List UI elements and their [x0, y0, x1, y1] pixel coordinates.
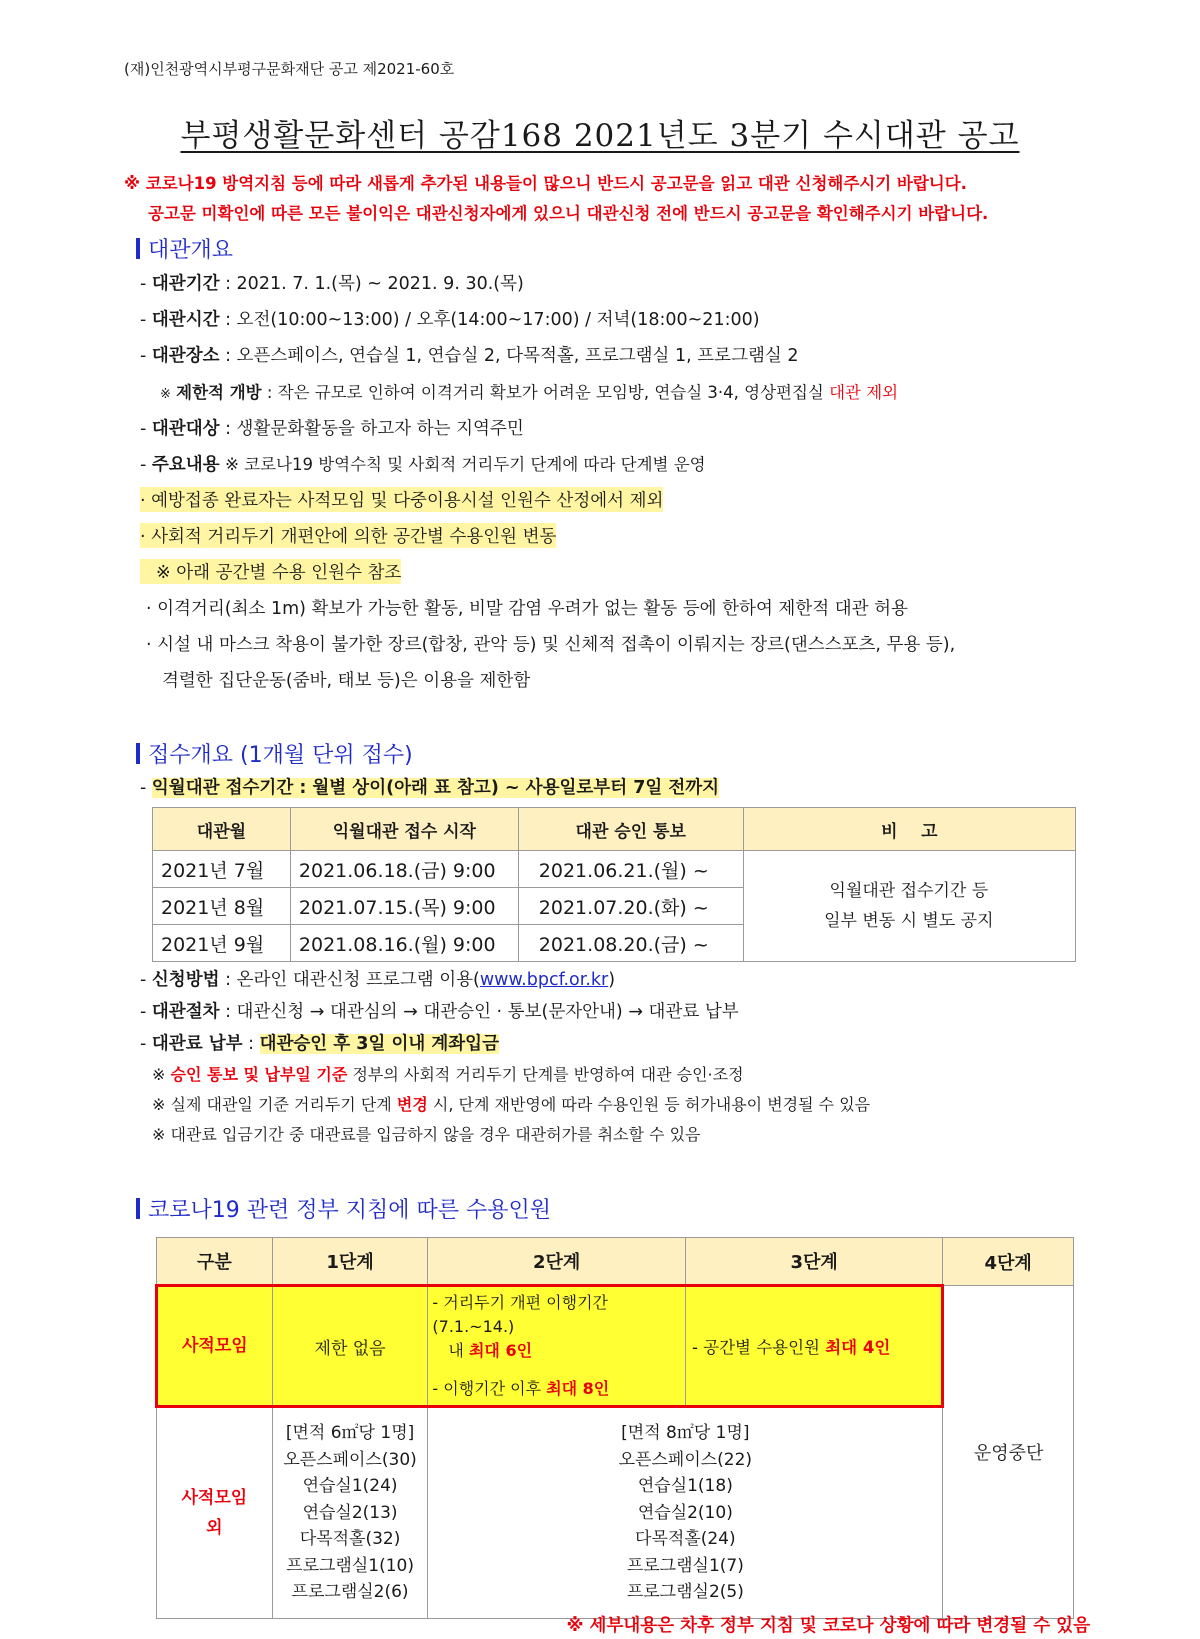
- stage2-line-b: [432, 1339, 681, 1363]
- content-bullet-6: 격렬한 집단운동(줌바, 태보 등)은 이용을 제한함: [162, 671, 531, 691]
- fee-text: 대관승인 후 3일 이내 계좌입금: [259, 1034, 499, 1054]
- cell-approval: 2021.06.21.(월) ~: [518, 851, 743, 888]
- reception-table: [152, 807, 1076, 962]
- target-value: : 생활문화활동을 하고자 하는 지역주민: [225, 419, 524, 439]
- apply-link[interactable]: www.bpcf.or.kr: [479, 970, 609, 990]
- list-item: 연습실2(10): [637, 1502, 733, 1523]
- cell-category-other: [157, 1407, 273, 1619]
- list-item: 프로그램실2(5): [626, 1582, 744, 1603]
- note-2-b: 시, 단계 재반영에 따라 수용인원 등 허가내용이 변경될 수 있음: [432, 1095, 871, 1114]
- section-capacity-heading: [136, 1193, 551, 1224]
- note-1-mark: ※: [152, 1065, 166, 1084]
- cell-private-stage-3: [685, 1286, 942, 1407]
- target-label: 대관대상: [151, 419, 220, 439]
- list-item: 다목적홀(32): [299, 1529, 401, 1550]
- list-item: 프로그램실1(7): [626, 1555, 744, 1576]
- list-item: 오픈스페이스(22): [618, 1449, 753, 1470]
- apply-text: : 온라인 대관신청 프로그램 이용(: [225, 970, 480, 990]
- col-header-category: 구분: [157, 1238, 273, 1286]
- list-item: 프로그램실2(6): [291, 1582, 409, 1603]
- stage2-b-red: 최대 6인: [468, 1341, 533, 1360]
- remark-line-1: 익월대관 접수기간 등: [829, 881, 989, 901]
- period-value: : 2021. 7. 1.(목) ~ 2021. 9. 30.(목): [225, 274, 524, 294]
- place-value: : 오픈스페이스, 연습실 1, 연습실 2, 다목적홀, 프로그램실 1, 프로그램실 2: [225, 346, 799, 366]
- section-reception-heading: [136, 738, 413, 769]
- limited-mark: ※: [160, 387, 171, 402]
- col-header-stage-4: 4단계: [943, 1238, 1074, 1286]
- col-header-start: 익월대관 접수 시작: [290, 808, 518, 851]
- apply-close: ): [608, 970, 616, 990]
- reception-note-2: [152, 1092, 870, 1115]
- stage2-c-red: 최대 8인: [546, 1379, 610, 1398]
- overview-period: - 대관기간 : 2021. 7. 1.(목) ~ 2021. 9. 30.(목): [140, 274, 524, 294]
- section-overview-heading: [136, 233, 233, 264]
- content-value: ※ 코로나19 방역수칙 및 사회적 거리두기 단계에 따라 단계별 운영: [225, 455, 706, 474]
- content-bullet-1: · 예방접종 완료자는 사적모임 및 다중이용시설 인원수 산정에서 제외: [140, 487, 663, 512]
- limited-label: 제한적 개방: [176, 383, 262, 402]
- content-bullet-2: · 사회적 거리두기 개편안에 의한 공간별 수용인원 변동: [140, 523, 556, 548]
- time-value: : 오전(10:00~13:00) / 오후(14:00~17:00) / 저녁(18:00~21:00): [225, 310, 760, 330]
- cell-start: 2021.08.16.(월) 9:00: [290, 925, 518, 962]
- section-reception-title: 접수개요 (1개월 단위 접수): [148, 743, 413, 768]
- fee-sep: :: [248, 1034, 254, 1054]
- list-item: 다목적홀(24): [635, 1529, 736, 1550]
- note-2-a: ※ 실제 대관일 기준 거리두기 단계: [152, 1095, 392, 1114]
- notice-number: (재)인천광역시부평구문화재단 공고 제2021-60호: [124, 60, 455, 78]
- cell-month: 2021년 7월: [153, 851, 291, 888]
- col-header-stage-3: 3단계: [685, 1238, 942, 1286]
- page-title: 부평생활문화센터 공감168 2021년도 3분기 수시대관 공고: [180, 118, 1020, 154]
- reception-procedure: - 대관절차 : 대관신청 → 대관심의 → 대관승인 · 통보(문자안내) → 대관료 납부: [140, 1002, 739, 1022]
- section-bar-icon: [136, 238, 140, 259]
- overview-place: - 대관장소 : 오픈스페이스, 연습실 1, 연습실 2, 다목적홀, 프로그램실 1, 프로그램실 2: [140, 346, 799, 366]
- cell-approval: 2021.08.20.(금) ~: [518, 925, 743, 962]
- category-other-line-2: 외: [206, 1518, 223, 1538]
- section-capacity-title: 코로나19 관련 정부 지침에 따른 수용인원: [148, 1198, 551, 1223]
- cell-other-stage-1: [272, 1407, 428, 1619]
- reception-period: - 익월대관 접수기간 : 월별 상이(아래 표 참고) ~ 사용일로부터 7일 전까지: [140, 778, 720, 798]
- overview-content: - 주요내용 ※ 코로나19 방역수칙 및 사회적 거리두기 단계에 따라 단계별 운영: [140, 455, 706, 475]
- cell-start: 2021.06.18.(금) 9:00: [290, 851, 518, 888]
- stage3-red: 최대 4인: [825, 1338, 891, 1357]
- note-2-red: 변경: [396, 1095, 428, 1114]
- col-header-stage-1: 1단계: [272, 1238, 428, 1286]
- list-item: [면적 8㎡당 1명]: [621, 1423, 750, 1444]
- col-header-approval: 대관 승인 통보: [518, 808, 743, 851]
- place-label: 대관장소: [151, 346, 220, 366]
- col-header-stage-2: 2단계: [428, 1238, 686, 1286]
- remark-line-2: 일부 변동 시 별도 공지: [824, 911, 994, 931]
- cell-remark: [743, 851, 1075, 962]
- content-bullet-3: ※ 아래 공간별 수용 인원수 참조: [140, 559, 401, 584]
- cell-private-stage-1: 제한 없음: [272, 1286, 428, 1407]
- reception-note-3: ※ 대관료 입금기간 중 대관료를 입금하지 않을 경우 대관허가를 취소할 수 있음: [152, 1125, 701, 1144]
- cell-start: 2021.07.15.(목) 9:00: [290, 888, 518, 925]
- limited-excluded: 대관 제외: [829, 383, 899, 402]
- cell-category-private: 사적모임: [157, 1286, 273, 1407]
- table-header-row: [153, 808, 1076, 851]
- overview-target: - 대관대상 : 생활문화활동을 하고자 하는 지역주민: [140, 419, 524, 439]
- list-item: 연습실2(13): [302, 1502, 398, 1523]
- section-overview-title: 대관개요: [148, 238, 234, 263]
- table-header-row: [157, 1238, 1074, 1286]
- warning-line-2: 공고문 미확인에 따른 모든 불이익은 대관신청자에게 있으니 대관신청 전에 반드시 공고문을 확인해주시기 바랍니다.: [148, 204, 989, 223]
- period-label: 대관기간: [151, 274, 220, 294]
- cell-month: 2021년 8월: [153, 888, 291, 925]
- list-item: 프로그램실1(10): [286, 1555, 414, 1576]
- cell-stage-4: 운영중단: [943, 1286, 1074, 1619]
- col-header-remark: 비 고: [743, 808, 1075, 851]
- list-item: 오픈스페이스(30): [283, 1449, 417, 1470]
- reception-note-1: [152, 1062, 744, 1085]
- procedure-label: 대관절차: [151, 1002, 220, 1022]
- table-row: [157, 1407, 1074, 1619]
- apply-label: 신청방법: [151, 970, 220, 990]
- cell-other-stage-2-3: [428, 1407, 943, 1619]
- note-1-red: 승인 통보 및 납부일 기준: [170, 1065, 348, 1084]
- section-bar-icon: [136, 1198, 140, 1219]
- cell-private-stage-2: [428, 1286, 686, 1407]
- procedure-text: : 대관신청 → 대관심의 → 대관승인 · 통보(문자안내) → 대관료 납부: [225, 1002, 739, 1022]
- stage2-line-a: - 거리두기 개편 이행기간(7.1.~14.): [432, 1293, 608, 1336]
- fee-label: 대관료 납부: [151, 1034, 243, 1054]
- overview-limited: [160, 379, 898, 403]
- cell-approval: 2021.07.20.(화) ~: [518, 888, 743, 925]
- table-row: [157, 1286, 1074, 1407]
- section-bar-icon: [136, 743, 140, 764]
- content-label: 주요내용: [151, 455, 220, 475]
- time-label: 대관시간: [151, 310, 220, 330]
- stage2-c-text: - 이행기간 이후: [432, 1379, 542, 1398]
- list-item: 연습실1(24): [302, 1476, 398, 1497]
- warning-line-1: ※ 코로나19 방역지침 등에 따라 새롭게 추가된 내용들이 많으니 반드시 공고문을 읽고 대관 신청해주시기 바랍니다.: [124, 174, 967, 193]
- capacity-table: [155, 1237, 1074, 1619]
- note-1-text: 정부의 사회적 거리두기 단계를 반영하여 대관 승인·조정: [352, 1065, 744, 1084]
- col-header-month: 대관월: [153, 808, 291, 851]
- content-bullet-4: · 이격거리(최소 1m) 확보가 가능한 활동, 비말 감염 우려가 없는 활동 등에 한하여 제한적 대관 허용: [146, 599, 908, 619]
- footer-note: ※ 세부내용은 차후 정부 지침 및 코로나 상황에 따라 변경될 수 있음: [566, 1616, 1090, 1636]
- stage2-b-text: 내: [448, 1341, 464, 1360]
- table-row: [153, 851, 1076, 888]
- list-item: 연습실1(18): [637, 1476, 733, 1497]
- stage2-line-c: [432, 1377, 681, 1401]
- stage3-text: - 공간별 수용인원: [691, 1338, 820, 1357]
- reception-period-text: 익월대관 접수기간 : 월별 상이(아래 표 참고) ~ 사용일로부터 7일 전까지: [151, 778, 720, 798]
- cell-month: 2021년 9월: [153, 925, 291, 962]
- reception-fee: - 대관료 납부 : 대관승인 후 3일 이내 계좌입금: [140, 1034, 499, 1054]
- content-bullet-5: · 시설 내 마스크 착용이 불가한 장르(합창, 관악 등) 및 신체적 접촉이 이뤄지는 장르(댄스스포츠, 무용 등),: [146, 635, 956, 655]
- limited-text: : 작은 규모로 인하여 이격거리 확보가 어려운 모임방, 연습실 3·4, 영상편집실: [266, 383, 824, 402]
- reception-apply: - 신청방법 : 온라인 대관신청 프로그램 이용(www.bpcf.or.kr): [140, 970, 616, 990]
- overview-time: - 대관시간 : 오전(10:00~13:00) / 오후(14:00~17:00) / 저녁(18:00~21:00): [140, 310, 760, 330]
- list-item: [면적 6㎡당 1명]: [285, 1423, 415, 1444]
- category-other-line-1: 사적모임: [181, 1488, 248, 1508]
